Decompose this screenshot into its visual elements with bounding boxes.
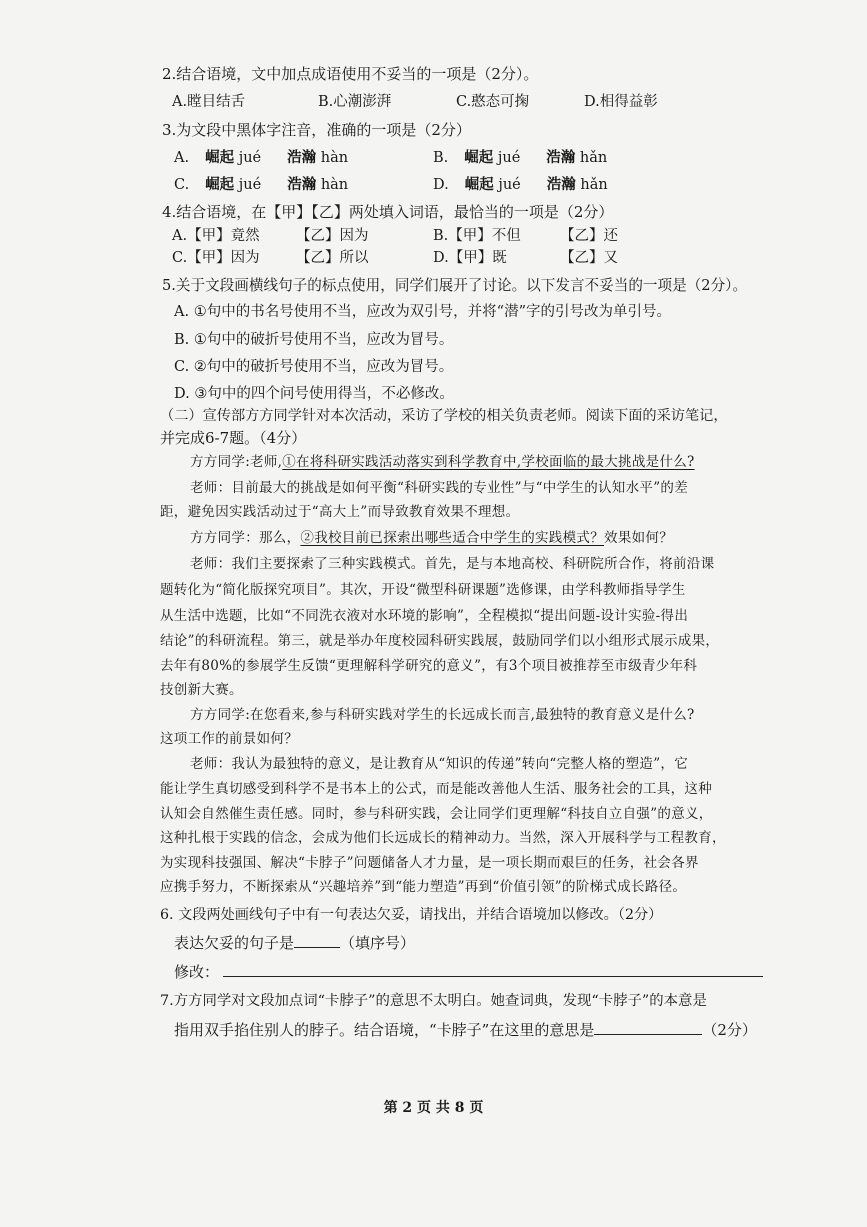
q7-answer-blank[interactable] (594, 1020, 702, 1035)
interview-a2-line4: 结论”的科研流程。第三，就是举办年度校园科研实践展，鼓励同学们以小组形式展示成果， (160, 633, 720, 649)
interview-a3-line2: 能让学生真切感受到科学不是书本上的公式，而是能改善他人生活、服务社会的工具，这种 (160, 781, 712, 797)
question-4-stem: 4.结合语境，在【甲】【乙】两处填入词语，最恰当的一项是（2分） (162, 203, 614, 221)
q3-option-b: B. 崛起 jué 浩瀚 hǎn (433, 150, 608, 166)
interview-a2-line6: 技创新大赛。 (160, 682, 243, 698)
question-2-stem: 2.结合语境，文中加点成语使用不妥当的一项是（2分）。 (162, 65, 539, 83)
question-7-line1: 7.方方同学对文段加点词“卡脖子”的意思不太明白。她查词典，发现“卡脖子”的本意是 (160, 993, 707, 1009)
q5-option-a: A. ①句中的书名号使用不当，应改为双引号，并将“潜”字的引号改为单引号。 (174, 304, 672, 320)
q6-answer-line2: 修改： (174, 962, 763, 982)
section-2-intro-line2: 并完成6-7题。（4分） (160, 429, 307, 447)
q5-option-b: B. ①句中的破折号使用不当，应改为冒号。 (174, 332, 454, 348)
q6-sentence-blank[interactable] (294, 933, 340, 948)
q4-option-b-1: B.【甲】不但 (433, 228, 521, 244)
interview-a2-line1: 老师：我们主要探索了三种实践模式。首先，是与本地高校、科研院所合作，将前沿课 (190, 556, 715, 572)
q3-option-c: C. 崛起 jué 浩瀚 hàn (174, 177, 349, 193)
interview-a1-line1: 老师：目前最大的挑战是如何平衡“科研实践的专业性”与“中学生的认知水平”的差 (190, 480, 689, 496)
interview-a2-line3: 从生活中选题，比如“不同洗衣液对水环境的影响”，全程模拟“提出问题-设计实验-得出 (160, 608, 689, 624)
interview-a2-line5: 去年有80%的参展学生反馈“更理解科学研究的意义”，有3个项目被推荐至市级青少年科 (160, 658, 698, 674)
q6-answer-line1: 表达欠妥的句子是 （填序号） (174, 934, 416, 952)
interview-a2-line2: 题转化为“简化版探究项目”。其次，开设“微型科研课题”选修课，由学科教师指导学生 (160, 582, 686, 598)
interview-a3-line4: 这种扎根于实践的信念，会成为他们长远成长的精神动力。当然，深入开展科学与工程教育， (160, 830, 726, 846)
q4-option-a-1: A.【甲】竟然 (172, 228, 260, 244)
interview-a3-line3: 认知会自然催生责任感。同时，参与科研实践，会让同学们更理解“科技自立自强”的意义， (160, 806, 713, 822)
question-7-line2: 指用双手掐住别人的脖子。结合语境，“卡脖子”在这里的意思是 （2分） (174, 1021, 757, 1039)
interview-a1-line2: 距，避免因实践活动过于“高大上”而导致教育效果不理想。 (160, 504, 520, 520)
interview-a3-line5: 为实现科技强国、解决“卡脖子”问题储备人才力量，是一项长期而艰巨的任务，社会各界 (160, 855, 699, 871)
q5-option-d: D. ③句中的四个问号使用得当，不必修改。 (174, 386, 454, 402)
q4-option-a-2: 【乙】因为 (296, 228, 369, 244)
q4-option-c-1: C.【甲】因为 (172, 250, 260, 266)
q3-option-d: D. 崛起 jué 浩瀚 hǎn (433, 177, 608, 193)
q2-option-a: A.瞠目结舌 (172, 94, 246, 110)
q5-option-c: C. ②句中的破折号使用不当，应改为冒号。 (174, 359, 454, 375)
q4-option-d-1: D.【甲】既 (433, 250, 507, 266)
interview-q1: 方方同学:老师,①在将科研实践活动落实到科学教育中,学校面临的最大挑战是什么? (190, 454, 695, 470)
q4-option-d-2: 【乙】又 (560, 250, 618, 266)
interview-q2: 方方同学：那么，②我校目前已探索出哪些适合中学生的实践模式？效果如何？ (190, 530, 674, 546)
q2-option-b: B.心潮澎湃 (318, 94, 392, 110)
page-number: 第 2 页 共 8 页 (383, 1100, 484, 1116)
section-2-intro-line1: （二）宣传部方方同学针对本次活动，采访了学校的相关负责老师。阅读下面的采访笔记， (160, 408, 728, 424)
underlined-sentence-1: ①在将科研实践活动落实到科学教育中,学校面临的最大挑战是什么? (282, 454, 695, 470)
q2-option-c: C.憨态可掬 (456, 94, 530, 110)
interview-a3-line6: 应携手努力，不断探索从“兴趣培养”到“能力塑造”再到“价值引领”的阶梯式成长路径。 (160, 879, 687, 895)
question-6-stem: 6. 文段两处画线句子中有一句表达欠妥，请找出，并结合语境加以修改。（2分） (160, 907, 663, 923)
q6-revision-blank[interactable] (223, 962, 763, 977)
q4-option-b-2: 【乙】还 (560, 228, 618, 244)
q3-option-a: A. 崛起 jué 浩瀚 hàn (174, 150, 349, 166)
q2-option-d: D.相得益彰 (584, 94, 658, 110)
interview-q3-line2: 这项工作的前景如何？ (160, 731, 298, 747)
question-5-stem: 5.关于文段画横线句子的标点使用，同学们展开了讨论。以下发言不妥当的一项是（2分）。 (162, 277, 748, 294)
interview-a3-line1: 老师：我认为最独特的意义，是让教育从“知识的传递”转向“完整人格的塑造”，它 (190, 756, 689, 772)
q4-option-c-2: 【乙】所以 (296, 250, 369, 266)
interview-q3-line1: 方方同学:在您看来,参与科研实践对学生的长远成长而言,最独特的教育意义是什么? (190, 707, 695, 723)
underlined-sentence-2: ②我校目前已探索出哪些适合中学生的实践模式？ (300, 530, 605, 546)
question-3-stem: 3.为文段中黑体字注音，准确的一项是（2分） (162, 121, 471, 139)
